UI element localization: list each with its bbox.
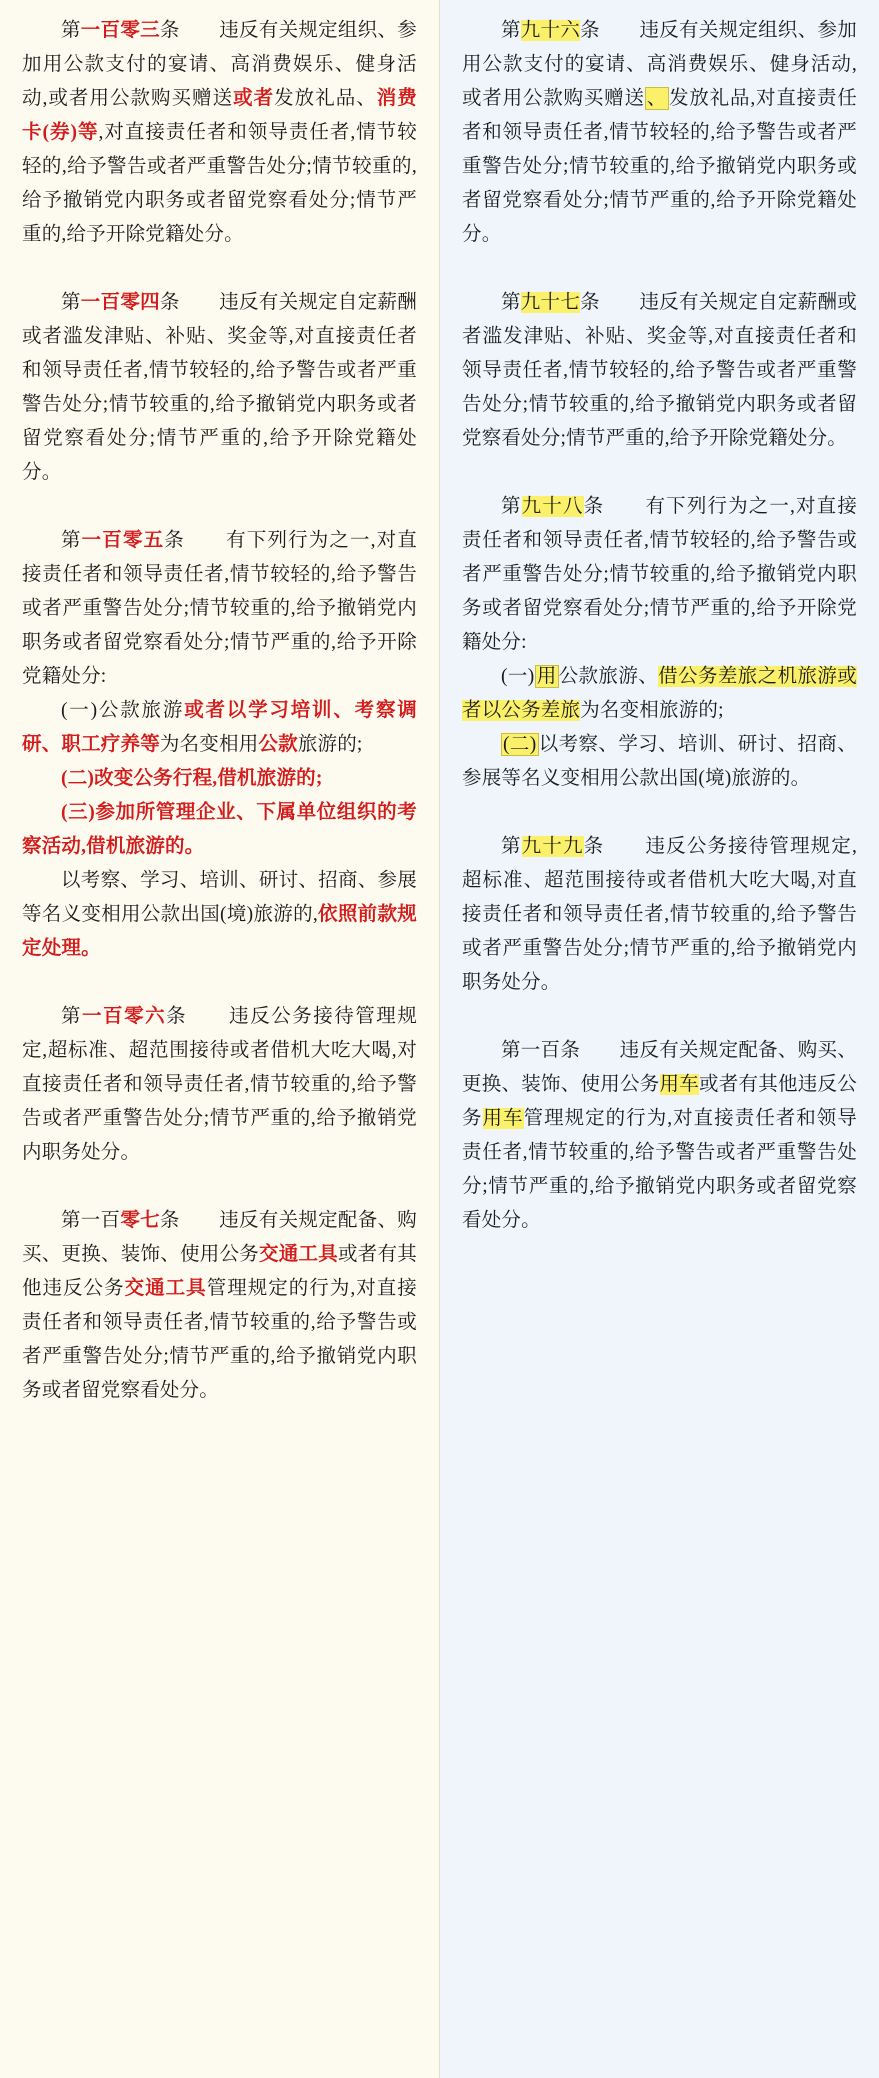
- article-art-97: [462, 286, 857, 456]
- text-run: 条: [159, 292, 180, 313]
- emphasis-run: 九十九: [521, 836, 584, 857]
- emphasis-run: 九十七: [520, 292, 581, 313]
- text-run: 条: [166, 1006, 188, 1027]
- article-paragraph: [22, 762, 417, 796]
- text-run: 发放礼品、: [274, 88, 377, 109]
- text-run: (一): [501, 666, 535, 687]
- text-run: 条: [164, 530, 185, 551]
- article-art-98: [462, 490, 857, 796]
- article-art-105: [22, 524, 417, 966]
- text-run: 违反有关规定自定薪酬或者滥发津贴、补贴、奖金等,对直接责任者和领导责任者,情节较轻的,给予警告或者严重警告处分;情节较重的,给予撤销党内职务或者留党察看处分;情节严重的,给予开除党籍处分。: [22, 292, 417, 483]
- emphasis-run: 用: [536, 666, 557, 687]
- article-paragraph: [22, 524, 417, 694]
- text-run: 违反有关规定配备、购买、更换、装饰、使用公务: [22, 1210, 417, 1265]
- article-paragraph: [22, 864, 417, 966]
- article-art-107: [22, 1204, 417, 1408]
- text-run: 违反有关规定组织、参加用公款支付的宴请、高消费娱乐、健身活动,或者用公款购买赠送: [22, 20, 417, 109]
- article-paragraph: [22, 796, 417, 864]
- emphasis-run: 九十八: [521, 496, 584, 517]
- original-text-column: [440, 0, 879, 2078]
- article-paragraph: [462, 490, 857, 660]
- article-art-103: [22, 14, 417, 252]
- text-run: 第: [501, 496, 522, 517]
- emphasis-run: 消费卡(券)等: [22, 88, 417, 143]
- emphasis-run: 、: [646, 88, 668, 109]
- text-run: 第: [61, 530, 82, 551]
- text-run: 第一百条: [501, 1040, 581, 1061]
- article-paragraph: [22, 694, 417, 762]
- text-run: 第: [61, 1006, 83, 1027]
- emphasis-run: 公款: [258, 734, 298, 755]
- emphasis-run: 一百零五: [81, 530, 165, 551]
- emphasis-run: 用车: [482, 1108, 524, 1129]
- text-run: 条: [580, 20, 600, 41]
- text-run: 或者有其他违反公务: [462, 1074, 857, 1129]
- text-run: 第一百: [61, 1210, 121, 1231]
- emphasis-run: (二): [503, 734, 537, 755]
- text-run: (一)公款旅游: [61, 700, 185, 721]
- text-run: 管理规定的行为,对直接责任者和领导责任者,情节较重的,给予警告或者严重警告处分;情节严重的,给予撤销党内职务或者留党察看处分。: [22, 1278, 417, 1401]
- emphasis-run: 交通工具: [124, 1278, 207, 1299]
- emphasis-run: 零七: [120, 1210, 160, 1231]
- emphasis-run: 九十六: [520, 20, 581, 41]
- text-run: 有下列行为之一,对直接责任者和领导责任者,情节较轻的,给予警告或者严重警告处分;情节较重的,给予撤销党内职务或者留党察看处分;情节严重的,给予开除党籍处分:: [462, 496, 858, 653]
- emphasis-run: 依照前款规定处理。: [22, 904, 417, 959]
- article-art-99: [462, 830, 857, 1000]
- article-paragraph: [462, 830, 857, 1000]
- emphasis-run: 一百零四: [80, 292, 160, 313]
- text-run: 管理规定的行为,对直接责任者和领导责任者,情节较重的,给予警告或者严重警告处分;情节严重的,给予撤销党内职务或者留党察看处分。: [462, 1108, 857, 1231]
- emphasis-run: (三)参加所管理企业、下属单位组织的考察活动,借机旅游的。: [22, 802, 417, 857]
- text-run: 违反有关规定组织、参加用公款支付的宴请、高消费娱乐、健身活动,或者用公款购买赠送: [462, 20, 857, 109]
- text-run: 违反有关规定配备、购买、更换、装饰、使用公务: [462, 1040, 857, 1095]
- emphasis-run: 或者以学习培训、考察调研、职工疗养等: [22, 700, 418, 755]
- text-run: 发放礼品,对直接责任者和领导责任者,情节较轻的,给予警告或者严重警告处分;情节较重的,给予撤销党内职务或者留党察看处分;情节严重的,给予开除党籍处分。: [462, 88, 857, 245]
- text-run: 违反公务接待管理规定,超标准、超范围接待或者借机大吃大喝,对直接责任者和领导责任者,情节较重的,给予警告或者严重警告处分;情节严重的,给予撤销党内职务处分。: [462, 836, 858, 993]
- text-run: 公款旅游、: [558, 666, 659, 687]
- text-run: 以考察、学习、培训、研讨、招商、参展等名义变相用公款出国(境)旅游的,: [22, 870, 417, 925]
- text-run: 为名变相用: [159, 734, 259, 755]
- article-paragraph: [22, 1204, 417, 1408]
- text-run: ,对直接责任者和领导责任者,情节较轻的,给予警告或者严重警告处分;情节较重的,给予撤销党内职务或者留党察看处分;情节严重的,给予开除党籍处分。: [22, 122, 417, 245]
- article-paragraph: [22, 14, 417, 252]
- article-paragraph: [462, 728, 857, 796]
- article-paragraph: [22, 286, 417, 490]
- text-run: 违反有关规定自定薪酬或者滥发津贴、补贴、奖金等,对直接责任者和领导责任者,情节较轻的,给予警告或者严重警告处分;情节较重的,给予撤销党内职务或者留党察看处分;情节严重的,给予开除党籍处分。: [462, 292, 857, 449]
- article-art-100: [462, 1034, 857, 1238]
- text-run: 违反公务接待管理规定,超标准、超范围接待或者借机大吃大喝,对直接责任者和领导责任者,情节较重的,给予警告或者严重警告处分;情节严重的,给予撤销党内职务处分。: [22, 1006, 418, 1163]
- article-paragraph: [462, 660, 857, 728]
- article-art-106: [22, 1000, 417, 1170]
- emphasis-run: 用车: [659, 1074, 700, 1095]
- article-paragraph: [462, 1034, 857, 1238]
- article-art-104: [22, 286, 417, 490]
- text-run: 或者有其他违反公务: [22, 1244, 417, 1299]
- emphasis-run: 交通工具: [259, 1244, 339, 1265]
- article-paragraph: [22, 1000, 417, 1170]
- text-run: 条: [583, 496, 605, 517]
- text-run: 第: [61, 292, 81, 313]
- emphasis-run: 一百零六: [82, 1006, 167, 1027]
- emphasis-run: 借公务差旅之机旅游或者以公务差旅: [462, 666, 857, 721]
- emphasis-run: (二)改变公务行程,借机旅游的;: [61, 768, 323, 789]
- text-run: 第: [501, 292, 521, 313]
- text-run: 第: [501, 20, 521, 41]
- text-run: 条: [159, 20, 180, 41]
- text-run: 旅游的;: [297, 734, 363, 755]
- text-run: 条: [583, 836, 605, 857]
- text-run: 有下列行为之一,对直接责任者和领导责任者,情节较轻的,给予警告或者严重警告处分;情节较重的,给予撤销党内职务或者留党察看处分;情节严重的,给予开除党籍处分:: [22, 530, 418, 687]
- article-art-96: [462, 14, 857, 252]
- text-run: 条: [580, 292, 600, 313]
- text-run: 第: [501, 836, 522, 857]
- original-articles-list: [462, 14, 857, 1238]
- article-paragraph: [462, 14, 857, 252]
- article-paragraph: [462, 286, 857, 456]
- emphasis-run: 一百零三: [80, 20, 160, 41]
- emphasis-run: 或者: [233, 88, 275, 109]
- text-run: 以考察、学习、培训、研讨、招商、参展等名义变相用公款出国(境)旅游的。: [462, 734, 857, 789]
- text-run: 第: [61, 20, 81, 41]
- revised-articles-list: [22, 14, 417, 1408]
- text-run: 为名变相旅游的;: [580, 700, 724, 721]
- text-run: 条: [159, 1210, 180, 1231]
